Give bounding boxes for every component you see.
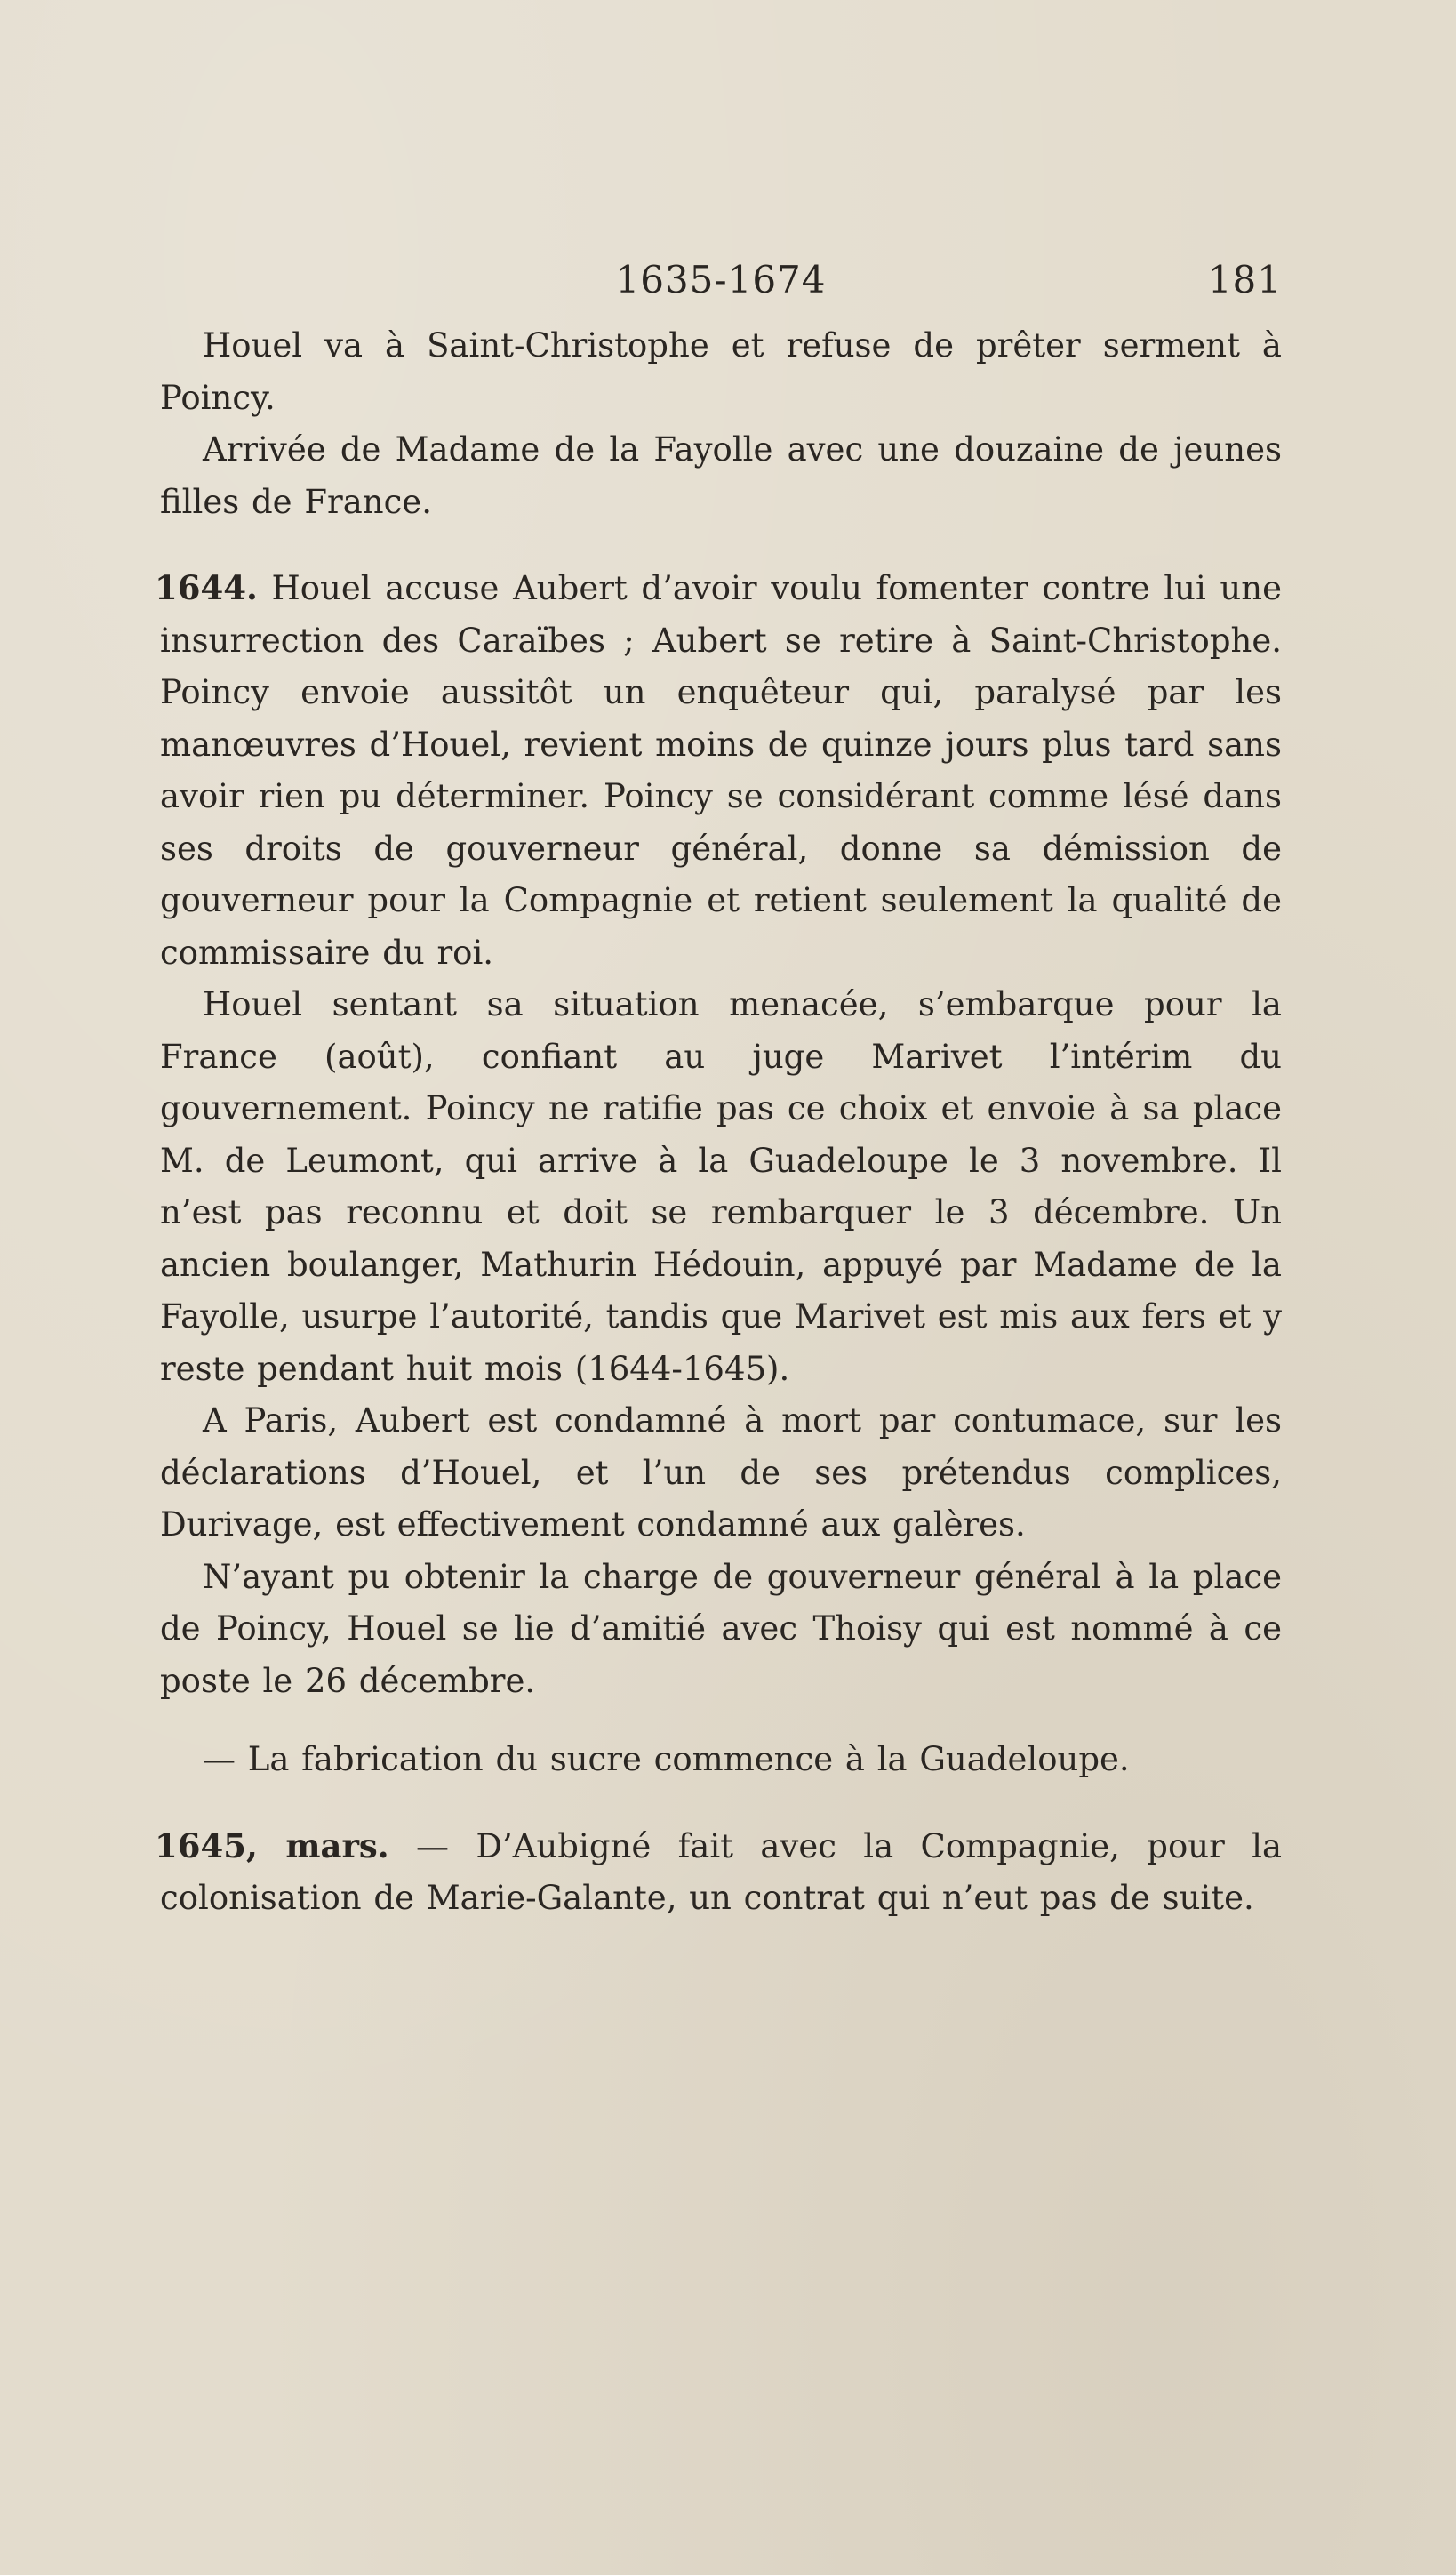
paragraph: Houel va à Saint-Christophe et refuse de prêter serment à Poincy. xyxy=(160,326,1282,417)
page-number: 181 xyxy=(1207,258,1282,301)
paragraph-note: — La fabrication du sucre commence à la Guadeloupe. xyxy=(203,1740,1130,1778)
chronology-entry-1644 xyxy=(155,562,1282,979)
paragraph: Arrivée de Madame de la Fayolle avec une douzaine de jeunes filles de France. xyxy=(160,430,1282,521)
entry-date: 1645, mars. xyxy=(155,1825,389,1865)
paragraph: N’ayant pu obtenir la charge de gouverneur général à la place de Poincy, Houel se lie d’amitié avec Thoisy qui est nommé à ce poste le 26 décembre. xyxy=(160,1557,1282,1700)
running-head-title: 1635-1674 xyxy=(615,258,827,301)
running-head xyxy=(160,249,1282,320)
entry-date: 1644. xyxy=(155,568,258,607)
paragraph: Houel sentant sa situation menacée, s’embarque pour la France (août), confiant au juge Marivet l’intérim du gouvernement. Poincy ne ratifie pas ce choix et envoie à sa place M. de Leumont, qui arrive à la Guadeloupe le 3 novembre. Il n’est pas reconnu et doit se rembarquer le 3 décembre. Un ancien boulanger, Mathurin Hédouin, appuyé par Madame de la Fayolle, usurpe l’autorité, tandis que Marivet est mis aux fers et y reste pendant huit mois (1644-1645). xyxy=(160,985,1282,1388)
book-page xyxy=(155,249,1282,1925)
paragraph: A Paris, Aubert est condamné à mort par contumace, sur les déclarations d’Houel, et l’un de ses prétendus complices, Durivage, est effectivement condamné aux galères. xyxy=(160,1401,1282,1544)
entry-text: — D’Aubigné fait avec la Compagnie, pour la colonisation de Marie-Galante, un contrat qui n’eut pas de suite. xyxy=(160,1826,1282,1917)
chronology-entry-1645 xyxy=(155,1820,1282,1925)
body-text xyxy=(155,320,1282,1925)
entry-text: Houel accuse Aubert d’avoir voulu fomenter contre lui une insurrection des Caraïbes ; Aubert se retire à Saint-Christophe. Poincy envoie aussitôt un enquêteur qui, paralysé par les manœuvres d’Houel, revient moins de quinze jours plus tard sans avoir rien pu déterminer. Poincy se considérant comme lésé dans ses droits de gouverneur général, donne sa démission de gouverneur pour la Compagnie et retient seulement la qualité de commissaire du roi. xyxy=(160,569,1282,972)
